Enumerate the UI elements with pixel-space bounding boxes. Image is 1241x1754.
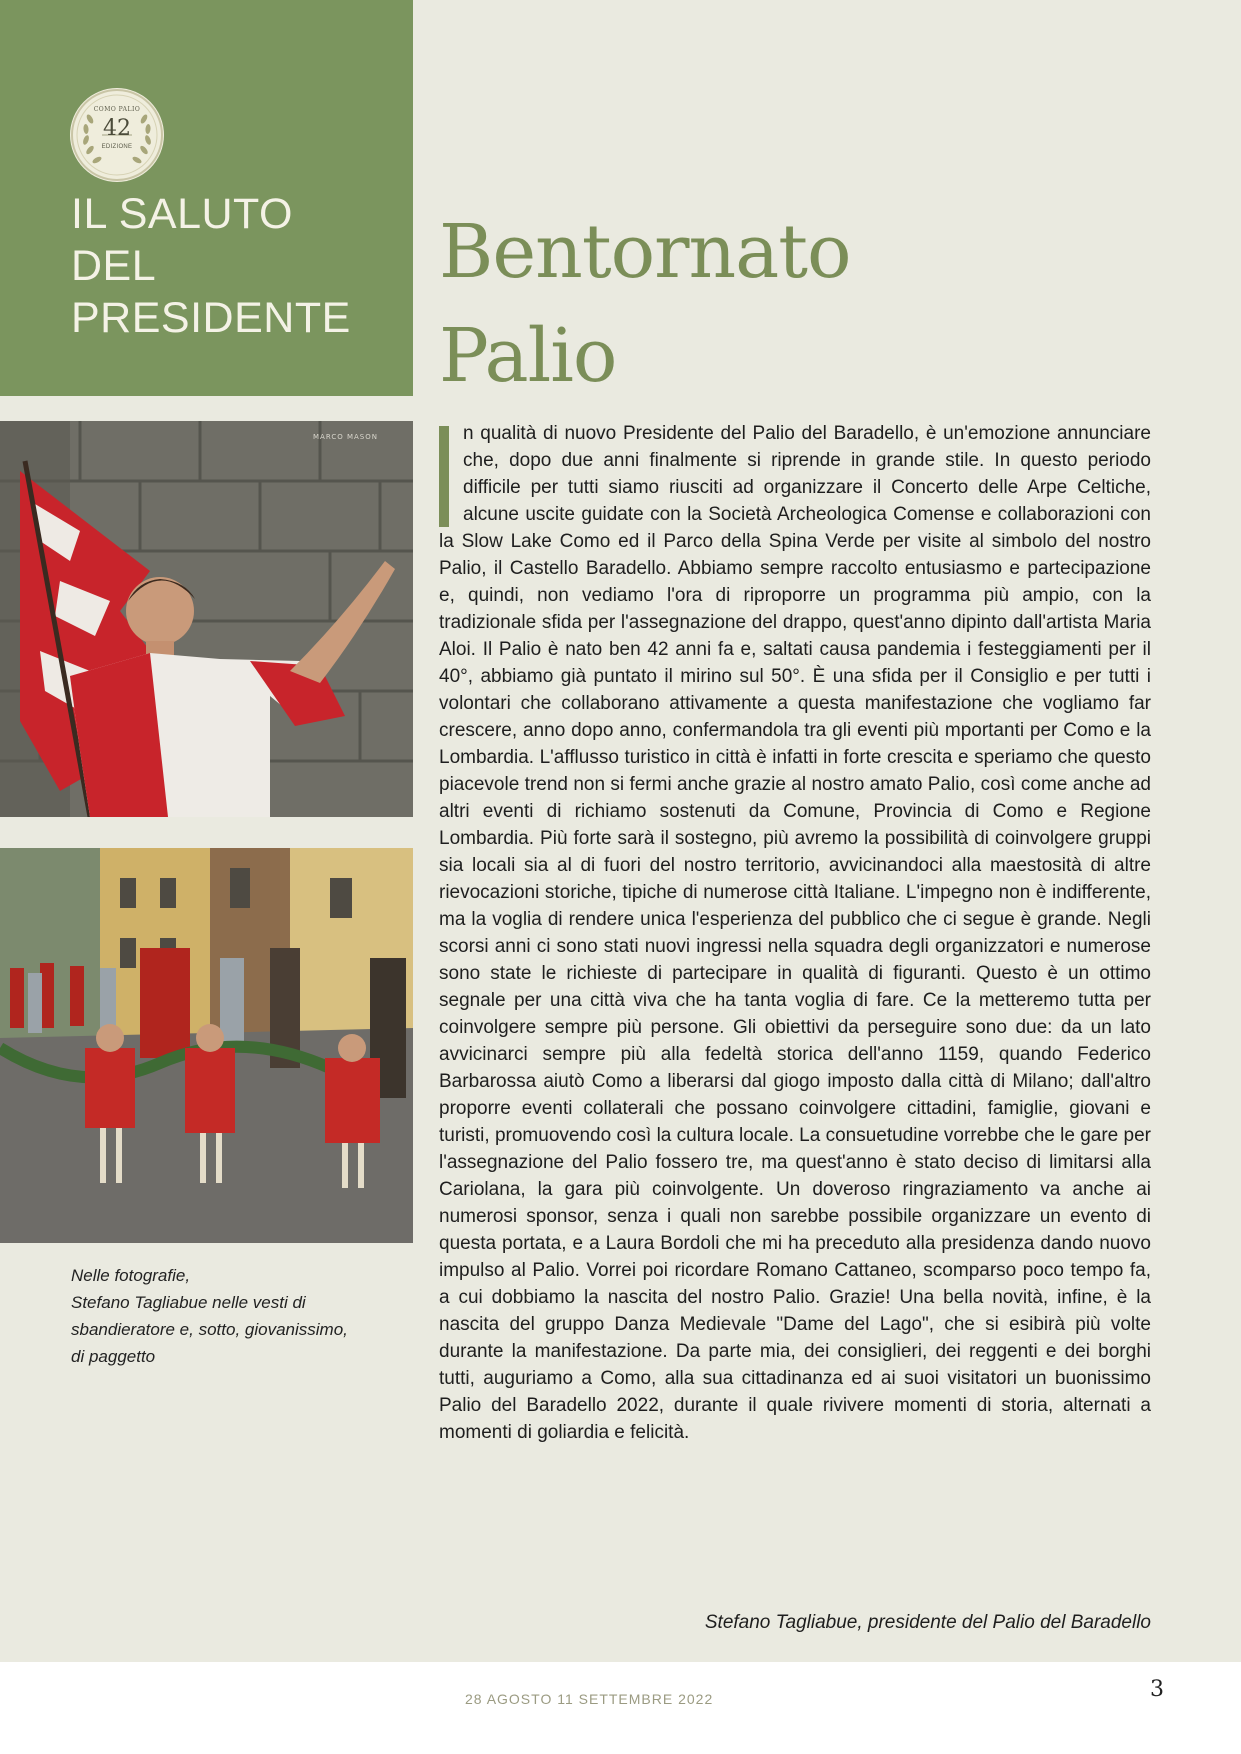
photo-watermark: MARCO MASON xyxy=(313,433,378,441)
badge-bottom-text: EDIZIONE xyxy=(101,144,133,150)
page-number: 3 xyxy=(1150,1677,1164,1702)
article-text: n qualità di nuovo Presidente del Palio del Baradello, è un'emozione annunciare che, dopo due anni finalmente si riprende in grande stile. In questo periodo difficile per tutti siamo riusciti ad organizzare il Concerto delle Arpe Celtiche, alcune uscite guidate con la Società Archeologica Comense e collaborazioni con la Slow Lake Como ed il Parco della Spina Verde per visite al simbolo del nostro Palio, il Castello Baradello. Abbiamo sempre raccolto entusiasmo e partecipazione e, quindi, non vediamo l'ora di riproporre un programma più ampio, con la tradizionale sfida per l'assegnazione del drappo, quest'anno dipinto dall'artista Maria Aloi. Il Palio è nato ben 42 anni fa e, saltati causa pandemia i festeggiamenti per il 40°, abbiamo già puntato il mirino sul 50°. È una sfida per il Consiglio e per tutti i volontari che collaborano attivamente a questa manifestazione che vogliamo far crescere, anno dopo anno, confermandola tra gli eventi più mportanti per Como e la Lombardia. L'afflusso turistico in città è infatti in forte crescita e speriamo che questo piacevole trend non si fermi anche grazie al nostro amato Palio, così come anche ad altri eventi di richiamo sostenuti da Comune, Provincia di Como e Regione Lombardia. Più forte sarà il sostegno, più avremo la possibilità di coinvolgere gruppi sia locali sia al di fuori del nostro territorio, avvicinandoci alla maestosità di altre rievocazioni storiche, tipiche di numerose città Italiane. L'impegno non è indifferente, ma la voglia di rendere unica l'esperienza del pubblico che ci segue è grande. Negli scorsi anni ci sono stati nuovi ingressi nella squadra degli organizzatori e numerose sono state le richieste di partecipare in qualità di figuranti. Questo è un ottimo segnale per una città viva che ha tanta voglia di fare. Ce la metteremo tutta per coinvolgere sempre più persone. Gli obiettivi da perseguire sono due: da un lato avvicinarci sempre più alla fedeltà storica dell'anno 1159, quando Federico Barbarossa aiutò Como a liberarsi dal giogo imposto dalla città di Milano; dall'altro proporre eventi collaterali che possano coinvolgere cittadini, famiglie, giovani e turisti, promuovendo così la cultura locale. La consuetudine vorrebbe che le gare per l'assegnazione del Palio fossero tre, ma quest'anno è stato deciso di limitarsi alla Cariolana, la gara più coinvolgente. Un doveroso ringraziamento va anche ai numerosi sponsor, senza i quali non sarebbe possibile organizzare un evento di questa portata, e a Laura Bordoli che mi ha preceduto alla presidenza dando nuovo impulso al Palio. Vorrei poi ricordare Romano Cattaneo, scomparso poco tempo fa, a cui dobbiamo la nascita del nostro Palio. Grazie! Una bella novità, infine, è la nascita del gruppo Danza Medievale "Dame del Lago", che si esibirà più volte durante la manifestazione. Da parte mia, dei consiglieri, dei reggenti e dei borghi tutti, auguriamo a Como, alla sua cittadinanza ed ai suoi visitatori un buonissimo Palio del Baradello 2022, durante il quale rivivere momenti di storia, alternati a momenti di goliardia e felicità. xyxy=(439,423,1151,1443)
section-header-panel xyxy=(0,0,413,396)
badge-edition-number: 42 xyxy=(103,116,131,141)
photo-pageboy-procession xyxy=(0,848,413,1243)
headline-line: Bentornato xyxy=(439,209,851,295)
section-title-line: DEL xyxy=(71,242,157,290)
footer-date: 28 AGOSTO 11 SETTEMBRE 2022 xyxy=(465,1691,714,1707)
photo-flag-bearer xyxy=(0,421,413,817)
caption-line: Nelle fotografie, xyxy=(71,1266,191,1285)
badge-top-text: COMO PALIO xyxy=(93,106,141,113)
page-footer xyxy=(0,1662,1241,1754)
article-body xyxy=(439,420,1151,1446)
caption-line: di paggetto xyxy=(71,1347,156,1366)
headline-line: Palio xyxy=(439,313,617,399)
section-title-line: PRESIDENTE xyxy=(71,294,351,342)
page-headline xyxy=(439,200,1219,408)
article-signature: Stefano Tagliabue, presidente del Palio del Baradello xyxy=(704,1612,1151,1633)
edition-badge-logo xyxy=(70,88,164,182)
drop-cap-initial xyxy=(439,426,449,527)
caption-line: sbandieratore e, sotto, giovanissimo, xyxy=(71,1320,348,1339)
section-title-line: IL SALUTO xyxy=(71,190,293,238)
section-title xyxy=(71,188,401,344)
photo-caption xyxy=(71,1262,411,1370)
caption-line: Stefano Tagliabue nelle vesti di xyxy=(71,1293,306,1312)
